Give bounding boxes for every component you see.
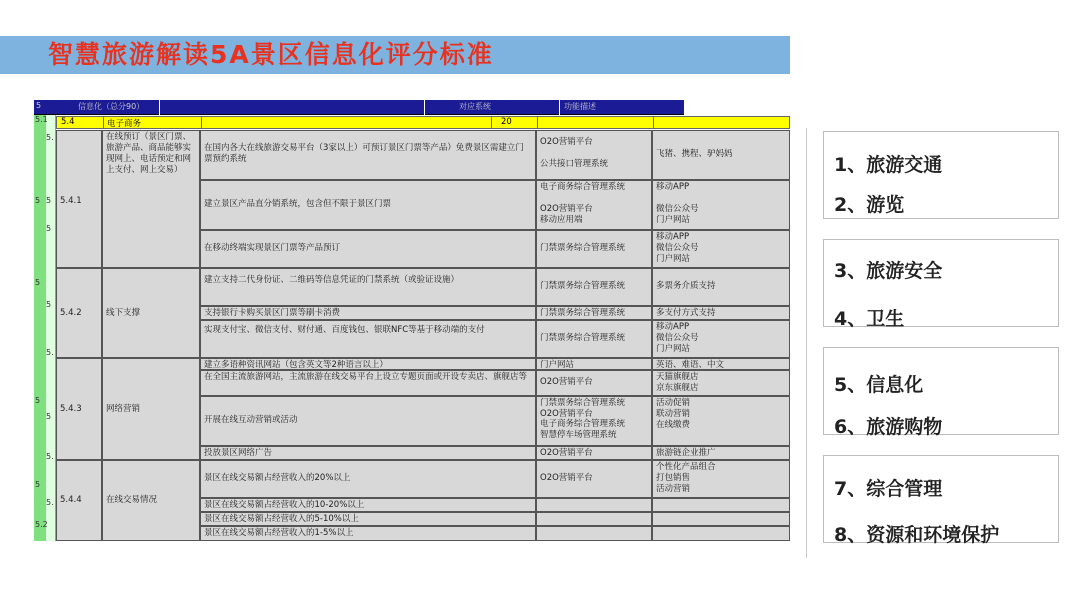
system-cell: O2O营销平台 公共接口管理系统 <box>536 130 652 180</box>
function-cell: 飞猪、携程、驴妈妈 <box>652 130 790 180</box>
system-cell <box>536 526 652 541</box>
function-cell <box>652 526 790 541</box>
function-cell: 天猫旗舰店 京东旗舰店 <box>652 370 790 396</box>
function-cell <box>652 512 790 526</box>
requirement-cell: 支持银行卡购买景区门票等刷卡消费 <box>200 306 536 320</box>
category-item: 3、旅游安全 <box>834 260 943 282</box>
system-cell: O2O营销平台 <box>536 370 652 396</box>
function-cell: 英语、难语、中文 <box>652 358 790 370</box>
requirement-cell: 投放景区网络广告 <box>200 446 536 460</box>
row-section: 网络营销 <box>102 358 200 460</box>
category-box-2 <box>823 239 1059 330</box>
category-item: 5、信息化 <box>834 374 924 396</box>
function-cell: 移动APP 微信公众号 门户网站 <box>652 180 790 230</box>
section-row-ecommerce <box>56 116 790 129</box>
system-cell: 门户网站 <box>536 358 652 370</box>
system-cell: O2O营销平台 <box>536 460 652 498</box>
system-cell: 门禁票务综合管理系统 O2O营销平台 电子商务综合管理系统 智慧停车场管理系统 <box>536 396 652 446</box>
category-box-3 <box>823 347 1059 438</box>
table-body <box>56 130 790 541</box>
function-cell <box>652 498 790 512</box>
criteria-table: 5 信息化（总分90） 对应系统 功能描述 5.1 5. 5 5 5 5 5 5. 5 5 5. 5 5. 5.2 5.4 电子商务 20 5.4.1 在线预订（景区门票、旅游产品、商品能够实现网上、电话预定和网上支付、网上交易） 在国内各大在线旅游交易平台（3家以上）可预订景区门票等产品）免费景区需建立门票预约系统 O2O营销平台 公共接口管理系统 飞猪、携程、驴妈妈 建立景区产品直分销系统，包含但不限于景区门票 电子商务综合管理系统 O2O营销平台 移动应用端 移动APP 微信公众号 门户网站 在移动终端实现景区门票等产品预订 门禁票务综合管理系统 移动APP 微信公众号 门户网站 5.4.2 线下支撑 建立支持二代身份证、二维码等信息凭证的门禁系统（或验证设施） 门禁票务综合管理系统 多票务介质支持 支持银行卡购买景区门票等刷卡消费 门禁票务综合管理系统 多支付方式支持 实现支付宝、微信支付、财付通、百度钱包、银联NFC等基于移动端的支付 门禁票务综合管理系统 移动APP 微信公众号 门户网站 5.4.3 网络营销 建立多语种资讯网站（包含英文等2种语言以上） 门户网站 英语、难语、中文 在全国主流旅游网站，主流旅游在线交易平台上设立专题页面或开设专卖店、旗舰店等 O2O营销平台 天猫旗舰店 京东旗舰店 开展在线互动营销或活动 门禁票务综合管理系统 O2O营销平台 电子商务综合管理系统 智慧停车场管理系统 活动促销 联动营销 在线缴费 投放景区网络广告 O2O营销平台 旅游链企业推广 5.4.4 在线交易情况 景区在线交易额占经营收入的20%以上 O2O营销平台 个性化产品组合 打包销售 活动营销 景区在线交易额占经营收入的10-20%以上 景区在线交易额占经营收入的5-10%以上 景区在线交易额占经营收入的1-5%以上 <box>34 100 790 541</box>
row-section: 线下支撑 <box>102 268 200 358</box>
row-code: 5.4.2 <box>56 268 102 358</box>
function-cell: 移动APP 微信公众号 门户网站 <box>652 230 790 268</box>
system-cell: 门禁票务综合管理系统 <box>536 320 652 358</box>
requirement-cell: 景区在线交易额占经营收入的10-20%以上 <box>200 498 536 512</box>
function-cell: 多票务介质支持 <box>652 268 790 306</box>
system-cell <box>536 512 652 526</box>
requirement-cell: 建立支持二代身份证、二维码等信息凭证的门禁系统（或验证设施） <box>200 268 536 306</box>
system-cell: 门禁票务综合管理系统 <box>536 268 652 306</box>
table-header <box>34 100 684 115</box>
header-col-function: 功能描述 <box>564 102 596 111</box>
left-column-strip-2 <box>46 115 56 541</box>
header-col-id: 5 <box>36 101 42 110</box>
page-title: 智慧旅游解读5A景区信息化评分标准 <box>48 40 494 69</box>
header-col-section: 信息化（总分90） <box>78 102 145 111</box>
row-section: 在线交易情况 <box>102 460 200 541</box>
section-score: 20 <box>501 117 512 127</box>
system-cell <box>536 498 652 512</box>
requirement-cell: 景区在线交易额占经营收入的20%以上 <box>200 460 536 498</box>
row-code: 5.4.3 <box>56 358 102 460</box>
category-box-1 <box>823 131 1059 219</box>
function-cell: 旅游链企业推广 <box>652 446 790 460</box>
system-cell: 电子商务综合管理系统 O2O营销平台 移动应用端 <box>536 180 652 230</box>
title-bar <box>0 36 790 74</box>
requirement-cell: 在国内各大在线旅游交易平台（3家以上）可预订景区门票等产品）免费景区需建立门票预约系统 <box>200 130 536 180</box>
system-cell: O2O营销平台 <box>536 446 652 460</box>
category-item: 8、资源和环境保护 <box>834 524 1000 546</box>
category-item: 1、旅游交通 <box>834 154 943 176</box>
requirement-cell: 实现支付宝、微信支付、财付通、百度钱包、银联NFC等基于移动端的支付 <box>200 320 536 358</box>
row-code: 5.4.1 <box>56 130 102 268</box>
section-label: 电子商务 <box>107 119 142 129</box>
function-cell: 个性化产品组合 打包销售 活动营销 <box>652 460 790 498</box>
category-item: 6、旅游购物 <box>834 416 943 438</box>
system-cell: 门禁票务综合管理系统 <box>536 306 652 320</box>
requirement-cell: 在全国主流旅游网站，主流旅游在线交易平台上设立专题页面或开设专卖店、旗舰店等 <box>200 370 536 396</box>
category-item: 4、卫生 <box>834 308 905 330</box>
requirement-cell: 建立景区产品直分销系统，包含但不限于景区门票 <box>200 180 536 230</box>
requirement-cell: 景区在线交易额占经营收入的1-5%以上 <box>200 526 536 541</box>
category-item: 7、综合管理 <box>834 478 943 500</box>
system-cell: 门禁票务综合管理系统 <box>536 230 652 268</box>
function-cell: 多支付方式支持 <box>652 306 790 320</box>
requirement-cell: 建立多语种资讯网站（包含英文等2种语言以上） <box>200 358 536 370</box>
requirement-cell: 开展在线互动营销或活动 <box>200 396 536 446</box>
section-number: 5.4 <box>61 117 75 127</box>
function-cell: 活动促销 联动营销 在线缴费 <box>652 396 790 446</box>
row-code: 5.4.4 <box>56 460 102 541</box>
requirement-cell: 景区在线交易额占经营收入的5-10%以上 <box>200 512 536 526</box>
function-cell: 移动APP 微信公众号 门户网站 <box>652 320 790 358</box>
requirement-cell: 在移动终端实现景区门票等产品预订 <box>200 230 536 268</box>
header-col-system: 对应系统 <box>459 102 491 111</box>
category-box-4 <box>823 455 1059 546</box>
panel-divider <box>806 128 807 558</box>
left-column-strip <box>34 115 46 541</box>
category-item: 2、游览 <box>834 194 905 216</box>
row-section: 在线预订（景区门票、旅游产品、商品能够实现网上、电话预定和网上支付、网上交易） <box>102 130 200 268</box>
